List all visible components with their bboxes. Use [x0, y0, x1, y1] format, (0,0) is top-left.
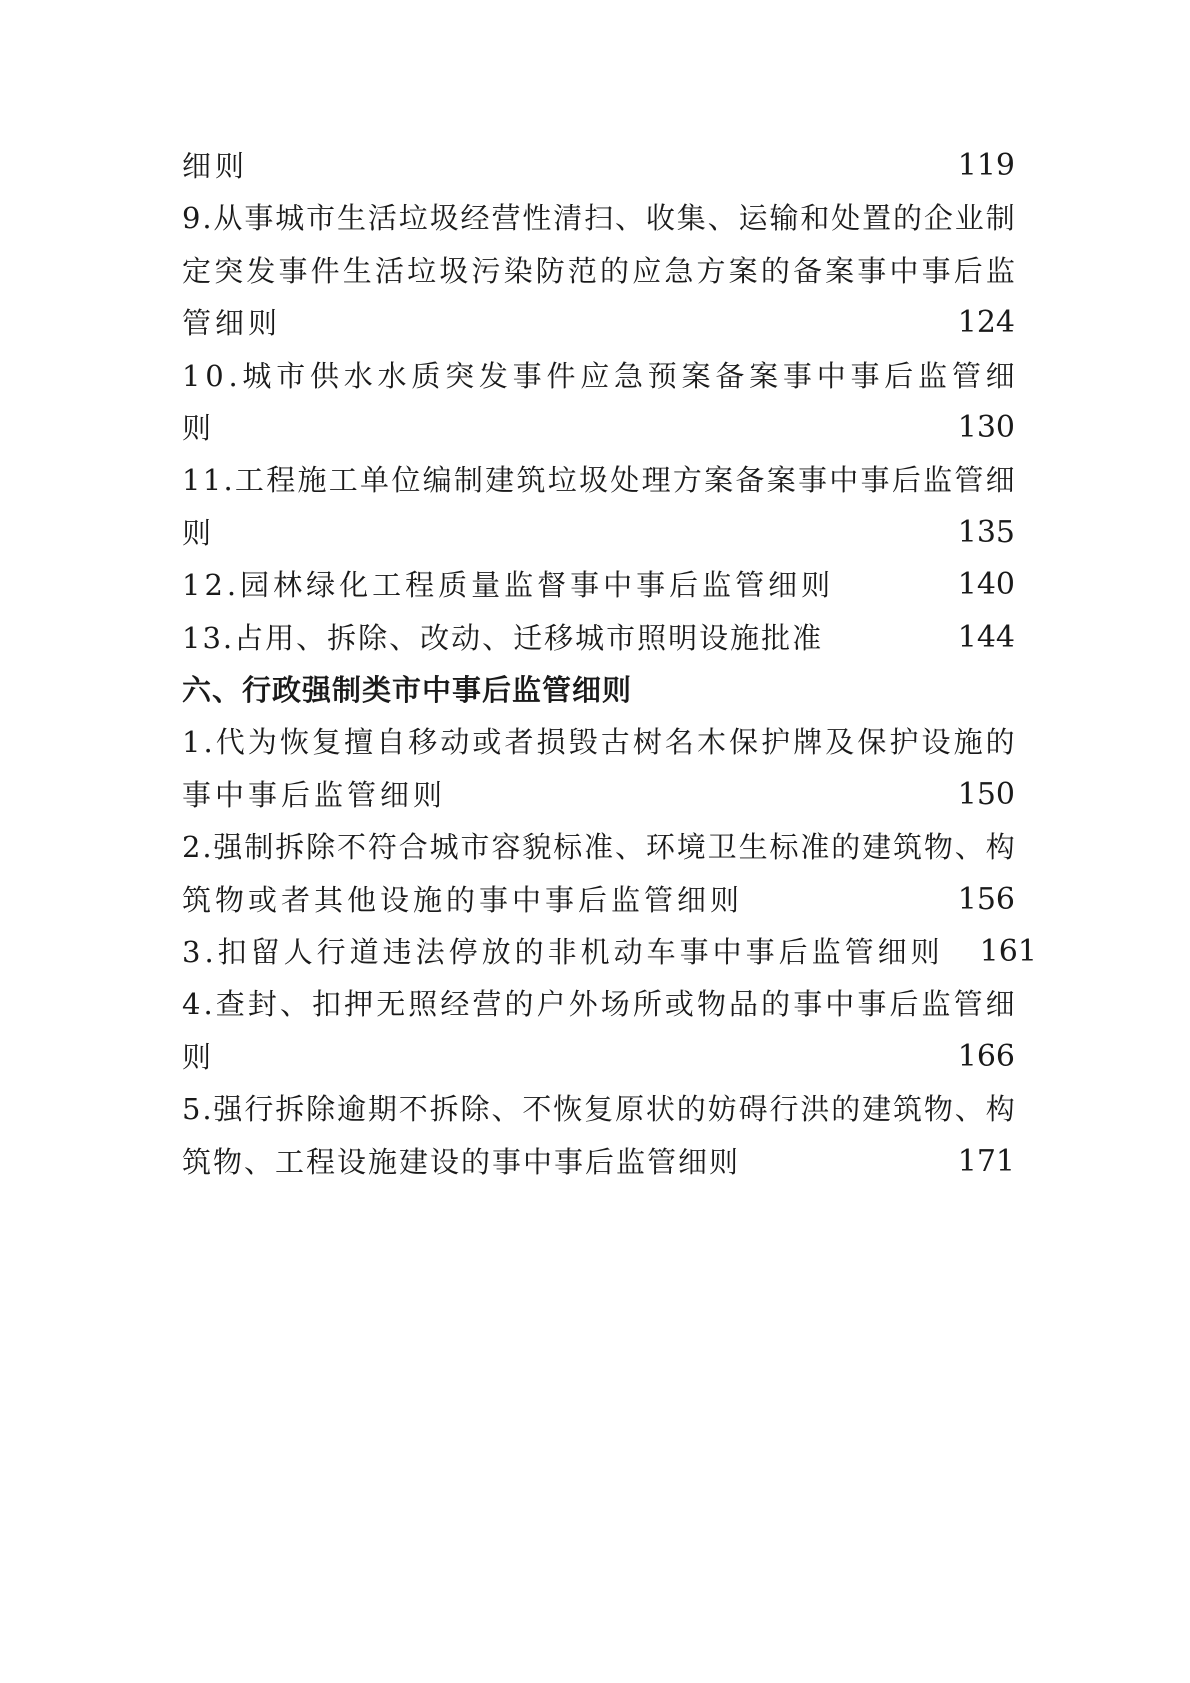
toc-entry-text: 1 0 . 城 市 供 水 水 质 突 发 事 件 应 急 预 案 备 案 事 中 事 后 监 管 细 [182, 358, 1015, 393]
toc-entry-text: 定 突 发 事 件 生 活 垃 圾 污 染 防 范 的 应 急 方 案 的 备 案 事 中 事 后 监 [182, 253, 1015, 288]
toc-entry-line [182, 1081, 1015, 1137]
toc-entry-line [182, 400, 1015, 456]
toc-entry-line [182, 1029, 1015, 1085]
toc-entry-text: 细则 [182, 149, 249, 183]
dot-leader [223, 400, 954, 456]
toc-entry-text: 2 . 强 制 拆 除 不 符 合 城 市 容 貌 标 准 、 环 境 卫 生 标 准 的 建 筑 物 、 构 [182, 830, 1015, 865]
dot-leader [454, 767, 954, 823]
page-number: 119 [957, 148, 1015, 183]
page-number: 130 [957, 410, 1015, 445]
toc-entry-line [182, 976, 1015, 1032]
dot-leader [223, 505, 954, 561]
page-number: 124 [957, 305, 1015, 341]
toc-entry-line [182, 872, 1015, 928]
page-number: 156 [957, 881, 1015, 917]
toc-entry-text: 4 . 查 封 、 扣 押 无 照 经 营 的 户 外 场 所 或 物 品 的 事 中 事 后 监 管 细 [182, 987, 1015, 1022]
toc-entry-line [182, 714, 1015, 770]
dot-leader [223, 1029, 954, 1085]
dot-leader [842, 557, 954, 613]
toc-entry-text: 则 [182, 515, 216, 550]
toc-entry-line [182, 243, 1015, 299]
page-number: 150 [957, 776, 1015, 812]
toc-entry-text: 则 [182, 411, 216, 445]
toc-entry-text: 则 [182, 1039, 216, 1074]
page-number: 140 [957, 567, 1015, 603]
page-number: 135 [957, 514, 1015, 550]
toc-entry-line [182, 1134, 1015, 1190]
page-number: 161 [979, 934, 1037, 969]
toc-entry-line [182, 295, 1015, 351]
dot-leader [256, 138, 954, 194]
toc-entry-line [182, 348, 1015, 404]
toc-entry-text: 12.园林绿化工程质量监督事中事后监管细则 [182, 568, 835, 603]
section-heading-text: 六、行政强制类市中事后监管细则 [182, 673, 633, 707]
toc-entry-line [182, 610, 1015, 666]
toc-entry-text: 管细则 [182, 306, 282, 341]
toc-entry-line [182, 190, 1015, 246]
toc-entry-line [182, 452, 1015, 508]
toc-entry-line [182, 505, 1015, 561]
toc-entry-line [182, 138, 1015, 194]
dot-leader [952, 924, 976, 980]
toc-entry-text: 5 . 强 行 拆 除 逾 期 不 拆 除 、 不 恢 复 原 状 的 妨 碍 行 洪 的 建 筑 物 、 构 [182, 1092, 1015, 1127]
dot-leader [751, 872, 954, 928]
dot-leader [831, 610, 954, 666]
toc-entry-line [182, 767, 1015, 823]
toc-entry-line [182, 924, 1037, 980]
dot-leader [289, 295, 954, 351]
dot-leader [748, 1134, 954, 1190]
section-heading [182, 662, 1015, 718]
page-number: 171 [957, 1143, 1015, 1179]
toc-entry-line [182, 819, 1015, 875]
toc-entry-text: 3.扣留人行道违法停放的非机动车事中事后监管细则 [182, 935, 944, 969]
toc-entry-text: 筑物或者其他设施的事中事后监管细则 [182, 882, 744, 917]
toc-entry-line [182, 557, 1015, 613]
page-number: 166 [957, 1038, 1015, 1074]
toc-entry-text: 事中事后监管细则 [182, 777, 447, 812]
page-number: 144 [957, 619, 1015, 655]
toc-entry-text: 9 . 从 事 城 市 生 活 垃 圾 经 营 性 清 扫 、 收 集 、 运 输 和 处 置 的 企 业 制 [182, 201, 1015, 236]
toc-entry-text: 13.占用、拆除、改动、迁移城市照明设施批准 [182, 620, 824, 655]
toc-entry-text: 1 1 . 工 程 施 工 单 位 编 制 建 筑 垃 圾 处 理 方 案 备 案 事 中 事 后 监 管 细 [182, 463, 1015, 498]
toc-entry-text: 1 . 代 为 恢 复 擅 自 移 动 或 者 损 毁 古 树 名 木 保 护 牌 及 保 护 设 施 的 [182, 725, 1015, 760]
toc-entry-text: 筑物、工程设施建设的事中事后监管细则 [182, 1144, 741, 1179]
